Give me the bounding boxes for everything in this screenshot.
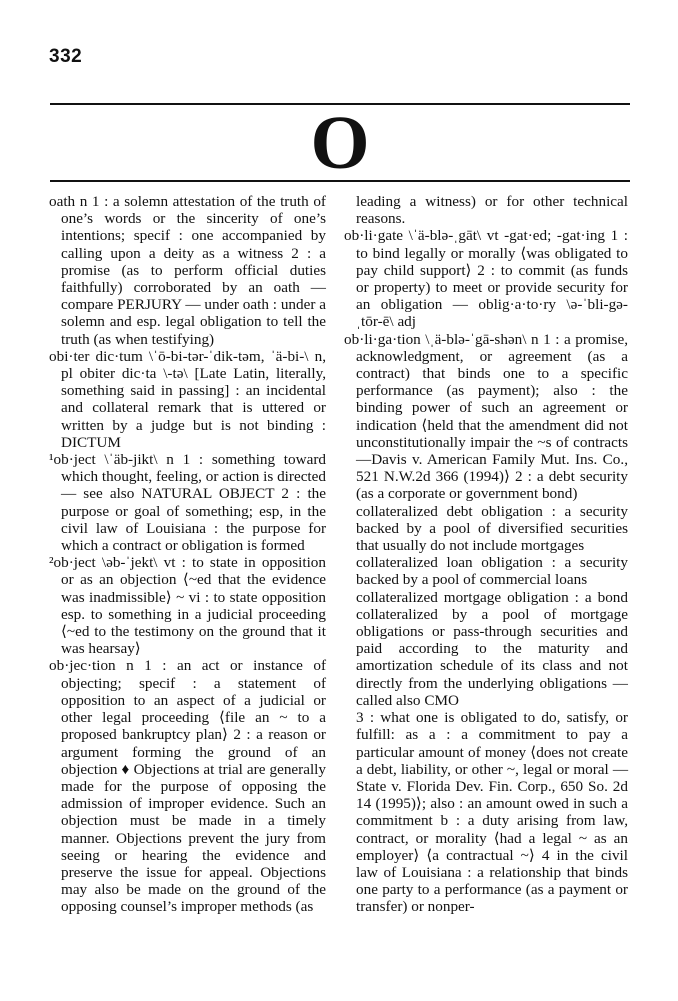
entry-obligation: ob·li·ga·tion \ˌä-blə-ˈgā-shən\ n 1 : a promise, acknowledgment, or agreement (as a contract) that binds one to a specific performance (as payment); also : the binding power of such an agreement or indication ⟨held that the amendment did not unconstitutionally impair the ~s of contracts —Davis v. American Family Mut. Ins. Co., 521 N.W.2d 366 (1994)⟩ 2 : a debt security (as a corporate or government bond) — [344, 330, 628, 503]
entry-object-verb: ²ob·ject \əb-ˈjekt\ vt : to state in opposition or as an objection ⟨~ed that the evidence was inadmissible⟩ ~ vi : to state opposition esp. to something in a judicial proceeding ⟨~ed to the testimony on the ground that it was hearsay⟩ — [49, 554, 326, 658]
entry-obligate: ob·li·gate \ˈä-blə-ˌgāt\ vt -gat·ed; -gat·ing 1 : to bind legally or morally ⟨was obligated to pay child support⟩ 2 : to commit (as funds or property) to meet or provide security for an obligation — oblig·a·to·ry \ə-ˈbli-gə-ˌtōr-ē\ adj — [344, 227, 628, 331]
right-column — [344, 193, 628, 916]
entry-objection-continued: leading a witness) or for other technical reasons. — [356, 193, 628, 228]
subentry-collateralized-mortgage-obligation: collateralized mortgage obligation : a bond collateralized by a pool of mortgage obligations or pass-through securities and paid according to the maturity and amortization schedule of its class and not directly from the underlying obligations — called also CMO — [356, 588, 628, 709]
subentry-collateralized-debt-obligation: collateralized debt obligation : a security backed by a pool of diversified securities that usually do not include mortgages — [356, 502, 628, 555]
entry-obiter-dictum: obi·ter dic·tum \ˈō-bi-tər-ˈdik-təm, ˈä-bi-\ n, pl obiter dic·ta \-tə\ [Late Latin, literally, something said in passing] : an incidental and collateral remark that is uttered or written by a judge but is not binding : DICTUM — [49, 347, 326, 451]
subentry-collateralized-loan-obligation: collateralized loan obligation : a security backed by a pool of commercial loans — [356, 554, 628, 589]
left-column — [49, 193, 326, 916]
bottom-rule — [50, 180, 630, 182]
entry-objection: ob·jec·tion n 1 : an act or instance of objecting; specif : a statement of opposition to an aspect of a judicial or other legal proceeding ⟨file an ~ to a proposed bankruptcy plan⟩ 2 : a reason or argument forming the ground of an objection ♦ Objections at trial are generally made for the purpose of opposing the admission of improper evidence. Such an objection must be made in a timely manner. Objections prevent the jury from seeing or hearing the evidence and preserve the issue for appeal. Objections may also be made on the ground of the opposing counsel’s improper methods (as — [49, 657, 326, 916]
entry-oath: oath n 1 : a solemn attestation of the truth of one’s words or the sincerity of one’s intentions; specif : one accompanied by calling upon a deity as a witness 2 : a promise (as to perform official duties faithfully) corroborated by an oath — compare PERJURY — under oath : under a solemn and esp. legal obligation to tell the truth (as when testifying) — [49, 193, 326, 348]
page-number: 332 — [49, 46, 83, 67]
entry-object-noun: ¹ob·ject \ˈäb-jikt\ n 1 : something toward which thought, feeling, or action is directed — see also NATURAL OBJECT 2 : the purpose or goal of something; esp, in the civil law of Louisiana : the purpose for which a contract or obligation is formed — [49, 451, 326, 555]
entry-obligation-senses-3-4: 3 : what one is obligated to do, satisfy, or fulfill: as a : a commitment to pay a particular amount of money ⟨does not create a debt, liability, or other ~, legal or moral —State v. Florida Dev. Fin. Corp., 650 So. 2d 14 (1995)⟩; also : an amount owed in such a commitment b : a duty arising from law, contract, or morality ⟨had a legal ~ as an employer⟩ ⟨a contractual ~⟩ 4 in the civil law of Louisiana : a relationship that binds one party to a performance (as a payment or transfer) or nonper- — [356, 709, 628, 916]
section-letter: O — [310, 101, 370, 185]
